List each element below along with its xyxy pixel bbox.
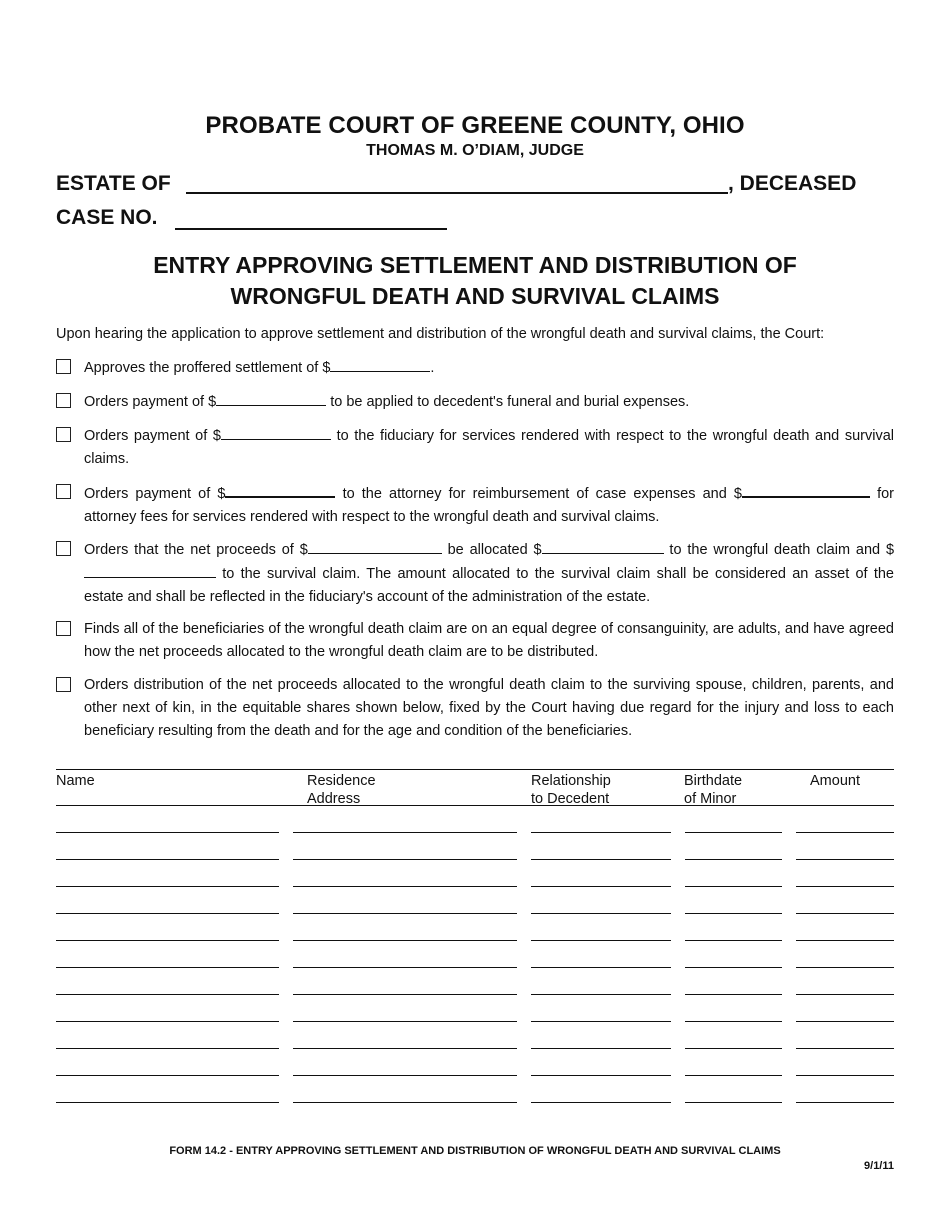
amount-cell[interactable] [796, 913, 894, 914]
entry-title [0, 250, 950, 312]
amount-cell[interactable] [796, 832, 894, 833]
birthdate-cell[interactable] [685, 859, 782, 860]
relationship-cell[interactable] [531, 1021, 671, 1022]
item-text: . [430, 360, 435, 376]
relationship-cell[interactable] [531, 1102, 671, 1103]
residence-cell[interactable] [293, 859, 517, 860]
case-number-field[interactable] [175, 228, 447, 230]
name-cell[interactable] [56, 967, 279, 968]
intro-text: Upon hearing the application to approve settlement and distribution of the wrongful death and survival claims, the Court: [56, 326, 825, 342]
relationship-cell[interactable] [531, 967, 671, 968]
name-cell[interactable] [56, 1021, 279, 1022]
residence-cell[interactable] [293, 832, 517, 833]
net-proceeds-field[interactable] [308, 538, 442, 554]
residence-cell[interactable] [293, 994, 517, 995]
col-header-birthdate: Birthdate of Minor [684, 773, 743, 807]
item-text: Approves the proffered settlement of $ [84, 360, 331, 376]
amount-cell[interactable] [796, 886, 894, 887]
birthdate-cell[interactable] [685, 913, 782, 914]
amount-cell[interactable] [796, 994, 894, 995]
settlement-amount-field[interactable] [330, 356, 430, 372]
residence-cell[interactable] [293, 1048, 517, 1049]
birthdate-cell[interactable] [685, 940, 782, 941]
residence-cell[interactable] [293, 1075, 517, 1076]
birthdate-cell[interactable] [685, 967, 782, 968]
item-text: to the attorney for reimbursement of case expenses and $ [335, 486, 742, 502]
item-equal-consanguinity [56, 618, 894, 664]
item-text: to be applied to decedent's funeral and burial expenses. [326, 394, 690, 410]
attorney-fees-field[interactable] [742, 481, 870, 498]
name-cell[interactable] [56, 913, 279, 914]
fiduciary-payment-checkbox[interactable] [56, 427, 71, 442]
birthdate-cell[interactable] [685, 832, 782, 833]
funeral-amount-field[interactable] [216, 390, 326, 406]
amount-cell[interactable] [796, 859, 894, 860]
approve-settlement-checkbox[interactable] [56, 359, 71, 374]
case-no-label: CASE NO. [56, 206, 158, 229]
birthdate-cell[interactable] [685, 1075, 782, 1076]
item-text: to the fiduciary for services rendered with respect to the wrongful death and survival claims. [84, 428, 895, 467]
amount-cell[interactable] [796, 1048, 894, 1049]
name-cell[interactable] [56, 1102, 279, 1103]
equal-consanguinity-checkbox[interactable] [56, 621, 71, 636]
item-funeral-payment [56, 390, 894, 414]
name-cell[interactable] [56, 1048, 279, 1049]
col-header-relationship: Relationship to Decedent [531, 773, 611, 807]
amount-cell[interactable] [796, 1075, 894, 1076]
item-text: Orders payment of $ [84, 394, 217, 410]
entry-title-line2: WRONGFUL DEATH AND SURVIVAL CLAIMS [230, 283, 720, 309]
residence-cell[interactable] [293, 913, 517, 914]
form-date: 9/1/11 [864, 1160, 894, 1172]
amount-cell[interactable] [796, 1102, 894, 1103]
col-header-amount: Amount [810, 773, 860, 789]
item-text: Orders distribution of the net proceeds allocated to the wrongful death claim to the surviving spouse, children, parents, and other next of kin, in the equitable shares shown below, fixed by the Court having due regard for the injury and loss to each beneficiary resulting from the death and for the age and condition of the beneficiaries. [84, 677, 894, 739]
col-header-name: Name [56, 773, 95, 789]
attorney-expenses-field[interactable] [225, 481, 335, 498]
survival-allocation-field[interactable] [84, 562, 216, 578]
item-text: Orders payment of $ [84, 428, 221, 444]
item-text: to the wrongful death claim and $ [663, 542, 895, 558]
item-text: Orders that the net proceeds of $ [84, 542, 308, 558]
relationship-cell[interactable] [531, 859, 671, 860]
relationship-cell[interactable] [531, 886, 671, 887]
residence-cell[interactable] [293, 940, 517, 941]
residence-cell[interactable] [293, 1102, 517, 1103]
entry-title-line1: ENTRY APPROVING SETTLEMENT AND DISTRIBUTION OF [153, 252, 797, 278]
item-approve-settlement [56, 356, 894, 380]
relationship-cell[interactable] [531, 913, 671, 914]
residence-cell[interactable] [293, 886, 517, 887]
item-text: be allocated $ [441, 542, 542, 558]
name-cell[interactable] [56, 832, 279, 833]
funeral-payment-checkbox[interactable] [56, 393, 71, 408]
name-cell[interactable] [56, 940, 279, 941]
item-net-proceeds [56, 538, 894, 609]
item-text: for attorney fees for services rendered with respect to the wrongful death and survival claims. [84, 486, 895, 525]
amount-cell[interactable] [796, 967, 894, 968]
name-cell[interactable] [56, 994, 279, 995]
estate-name-field[interactable] [186, 192, 728, 194]
residence-cell[interactable] [293, 967, 517, 968]
relationship-cell[interactable] [531, 994, 671, 995]
relationship-cell[interactable] [531, 940, 671, 941]
name-cell[interactable] [56, 859, 279, 860]
birthdate-cell[interactable] [685, 1048, 782, 1049]
attorney-payment-checkbox[interactable] [56, 484, 71, 499]
item-text: Finds all of the beneficiaries of the wrongful death claim are on an equal degree of consanguinity, are adults, and have agreed how the net proceeds allocated to the wrongful death claim are to be distributed. [84, 621, 894, 660]
wrongful-death-allocation-field[interactable] [542, 538, 664, 554]
relationship-cell[interactable] [531, 832, 671, 833]
net-proceeds-checkbox[interactable] [56, 541, 71, 556]
item-text: Orders payment of $ [84, 486, 226, 502]
col-header-residence: Residence Address [307, 773, 376, 807]
court-title: PROBATE COURT OF GREENE COUNTY, OHIO [205, 112, 745, 139]
birthdate-cell[interactable] [685, 1102, 782, 1103]
table-header-rule [56, 805, 894, 806]
item-text: to the survival claim. The amount allocated to the survival claim shall be considered an asset of the estate and shall be reflected in the fiduciary's account of the administration of the estate. [84, 566, 894, 605]
judge-name: THOMAS M. O’DIAM, JUDGE [366, 142, 584, 159]
birthdate-cell[interactable] [685, 1021, 782, 1022]
form-footer: FORM 14.2 - ENTRY APPROVING SETTLEMENT AND DISTRIBUTION OF WRONGFUL DEATH AND SURVIVAL CLAIMS [169, 1145, 781, 1157]
table-top-rule [56, 769, 894, 770]
relationship-cell[interactable] [531, 1075, 671, 1076]
deceased-label: , DECEASED [728, 172, 857, 195]
estate-of-label: ESTATE OF [56, 172, 171, 195]
amount-cell[interactable] [796, 940, 894, 941]
fiduciary-amount-field[interactable] [221, 424, 331, 440]
name-cell[interactable] [56, 886, 279, 887]
relationship-cell[interactable] [531, 1048, 671, 1049]
item-fiduciary-payment [56, 424, 894, 471]
amount-cell[interactable] [796, 1021, 894, 1022]
equitable-distribution-checkbox[interactable] [56, 677, 71, 692]
item-attorney-payment [56, 481, 894, 529]
birthdate-cell[interactable] [685, 886, 782, 887]
residence-cell[interactable] [293, 1021, 517, 1022]
name-cell[interactable] [56, 1075, 279, 1076]
item-equitable-distribution [56, 674, 894, 743]
birthdate-cell[interactable] [685, 994, 782, 995]
